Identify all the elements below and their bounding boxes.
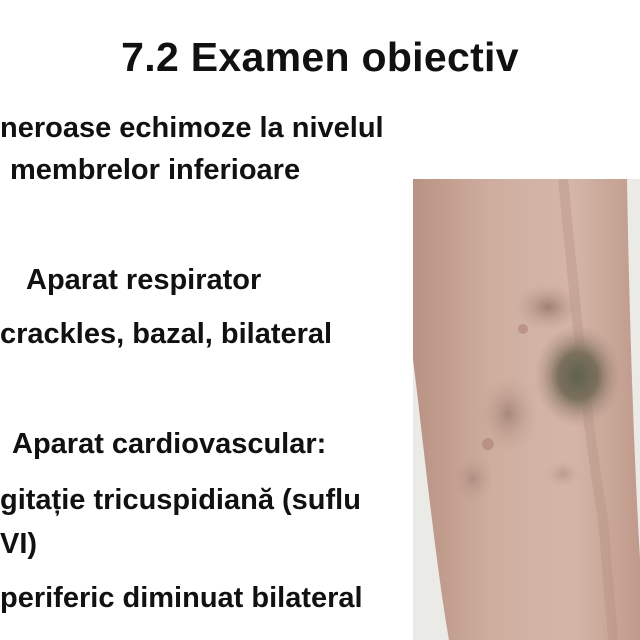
forearm-photo (413, 179, 640, 640)
slide-title: 7.2 Examen obiectiv (121, 34, 519, 80)
text-line-crackles: crackles, bazal, bilateral (0, 318, 333, 350)
text-line-lower-limbs: membrelor inferioare (10, 154, 301, 186)
heading-cardiovascular: Aparat cardiovascular: (12, 428, 327, 460)
text-line-tricuspid: gitație tricuspidiană (suflu (0, 484, 361, 516)
heading-respiratory: Aparat respirator (26, 264, 262, 296)
text-line-grade: VI) (0, 528, 38, 560)
forearm-illustration (413, 179, 640, 640)
ecchymosis-main (534, 324, 622, 428)
text-line-ecchymoses: neroase echimoze la nivelul (0, 112, 384, 144)
text-line-peripheral-pulse: periferic diminuat bilateral (0, 582, 363, 614)
ecchymosis-upper (514, 283, 582, 331)
